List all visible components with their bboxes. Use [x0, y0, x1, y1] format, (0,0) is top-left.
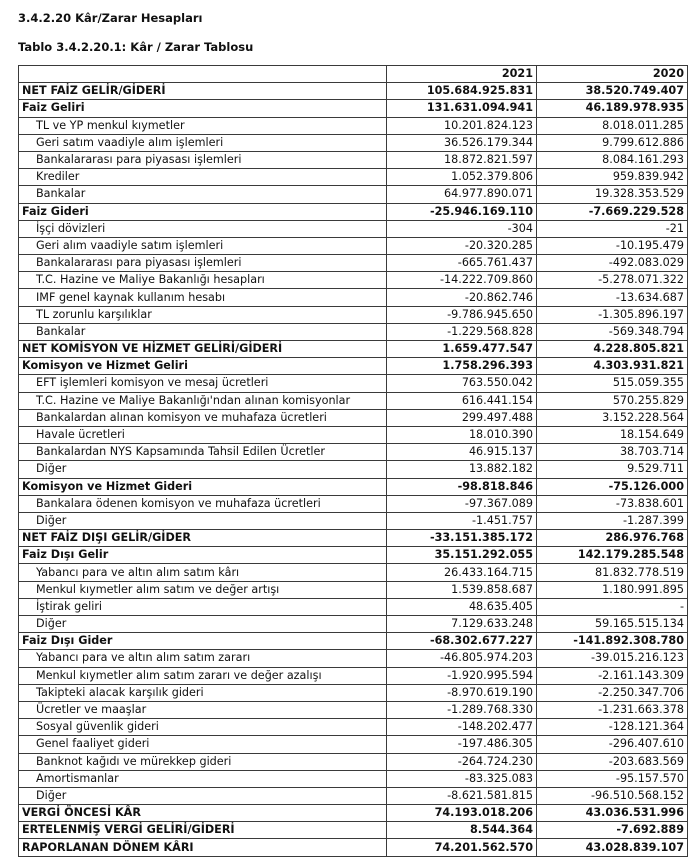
table-header-row: [19, 66, 688, 83]
value-2021: -304: [387, 220, 537, 237]
value-2020: 4.303.931.821: [537, 358, 688, 375]
value-2020: 19.328.353.529: [537, 186, 688, 203]
header-year-2021: 2021: [387, 66, 537, 83]
value-2020: 1.180.991.895: [537, 581, 688, 598]
value-2020: 515.059.355: [537, 375, 688, 392]
value-2020: -39.015.216.123: [537, 650, 688, 667]
value-2020: 142.179.285.548: [537, 547, 688, 564]
row-label: Bankalardan NYS Kapsamında Tahsil Edilen Ücretler: [19, 444, 387, 461]
row-label: Sosyal güvenlik gideri: [19, 719, 387, 736]
value-2020: 286.976.768: [537, 530, 688, 547]
value-2020: 3.152.228.564: [537, 409, 688, 426]
value-2020: -1.287.399: [537, 512, 688, 529]
table-row: [19, 255, 688, 272]
row-label: T.C. Hazine ve Maliye Bakanlığı'ndan alınan komisyonlar: [19, 392, 387, 409]
value-2021: -14.222.709.860: [387, 272, 537, 289]
table-row: [19, 753, 688, 770]
row-label: Bankalara ödenen komisyon ve muhafaza ücretleri: [19, 495, 387, 512]
value-2021: -148.202.477: [387, 719, 537, 736]
row-label: Menkul kıymetler alım satım zararı ve değer azalışı: [19, 667, 387, 684]
row-label: Geri alım vaadiyle satım işlemleri: [19, 237, 387, 254]
table-row: [19, 736, 688, 753]
value-2021: 26.433.164.715: [387, 564, 537, 581]
value-2020: 959.839.942: [537, 169, 688, 186]
value-2020: 9.799.612.886: [537, 134, 688, 151]
table-row: [19, 169, 688, 186]
value-2020: -75.126.000: [537, 478, 688, 495]
row-label: Diğer: [19, 512, 387, 529]
value-2020: -203.683.569: [537, 753, 688, 770]
table-row: [19, 581, 688, 598]
value-2021: 616.441.154: [387, 392, 537, 409]
table-row: [19, 426, 688, 443]
value-2021: 48.635.405: [387, 598, 537, 615]
table-row: [19, 650, 688, 667]
value-2021: -1.451.757: [387, 512, 537, 529]
value-2021: -97.367.089: [387, 495, 537, 512]
value-2021: -1.289.768.330: [387, 701, 537, 718]
section-heading: 3.4.2.20 Kâr/Zarar Hesapları: [18, 11, 203, 25]
table-row: [19, 323, 688, 340]
row-label: Diğer: [19, 616, 387, 633]
value-2020: 43.036.531.996: [537, 805, 688, 822]
table-row: [19, 186, 688, 203]
value-2021: 7.129.633.248: [387, 616, 537, 633]
row-label: RAPORLANAN DÖNEM KÂRI: [19, 839, 387, 856]
row-label: Faiz Geliri: [19, 100, 387, 117]
value-2021: -46.805.974.203: [387, 650, 537, 667]
table-row: [19, 719, 688, 736]
value-2020: 570.255.829: [537, 392, 688, 409]
row-label: Takipteki alacak karşılık gideri: [19, 684, 387, 701]
row-label: Bankalararası para piyasası işlemleri: [19, 151, 387, 168]
row-label: IMF genel kaynak kullanım hesabı: [19, 289, 387, 306]
row-label: Ücretler ve maaşlar: [19, 701, 387, 718]
value-2021: 35.151.292.055: [387, 547, 537, 564]
value-2020: 9.529.711: [537, 461, 688, 478]
value-2020: -569.348.794: [537, 323, 688, 340]
table-row: [19, 478, 688, 495]
value-2021: -20.862.746: [387, 289, 537, 306]
row-label: EFT işlemleri komisyon ve mesaj ücretleri: [19, 375, 387, 392]
table-row: [19, 409, 688, 426]
table-row: [19, 220, 688, 237]
table-row: [19, 822, 688, 839]
value-2021: 1.052.379.806: [387, 169, 537, 186]
value-2021: 1.539.858.687: [387, 581, 537, 598]
value-2020: 38.703.714: [537, 444, 688, 461]
table-row: [19, 598, 688, 615]
row-label: Genel faaliyet gideri: [19, 736, 387, 753]
value-2020: -2.250.347.706: [537, 684, 688, 701]
row-label: NET FAİZ GELİR/GİDERİ: [19, 83, 387, 100]
value-2020: 8.018.011.285: [537, 117, 688, 134]
table-row: [19, 770, 688, 787]
value-2021: -83.325.083: [387, 770, 537, 787]
row-label: NET FAİZ DIŞI GELİR/GİDER: [19, 530, 387, 547]
row-label: Faiz Gideri: [19, 203, 387, 220]
value-2020: -1.231.663.378: [537, 701, 688, 718]
value-2021: 299.497.488: [387, 409, 537, 426]
table-row: [19, 495, 688, 512]
table-row: [19, 117, 688, 134]
row-label: ERTELENMİŞ VERGİ GELİRİ/GİDERİ: [19, 822, 387, 839]
table-row: [19, 461, 688, 478]
table-row: [19, 444, 688, 461]
table-row: [19, 341, 688, 358]
value-2021: 74.201.562.570: [387, 839, 537, 856]
value-2021: -665.761.437: [387, 255, 537, 272]
row-label: Havale ücretleri: [19, 426, 387, 443]
table-row: [19, 358, 688, 375]
row-label: Komisyon ve Hizmet Gideri: [19, 478, 387, 495]
row-label: Bankalar: [19, 186, 387, 203]
row-label: VERGİ ÖNCESİ KÂR: [19, 805, 387, 822]
value-2021: -1.229.568.828: [387, 323, 537, 340]
value-2021: -98.818.846: [387, 478, 537, 495]
value-2020: -296.407.610: [537, 736, 688, 753]
value-2021: -1.920.995.594: [387, 667, 537, 684]
value-2020: 43.028.839.107: [537, 839, 688, 856]
row-label: Bankalardan alınan komisyon ve muhafaza ücretleri: [19, 409, 387, 426]
header-year-2020: 2020: [537, 66, 688, 83]
value-2020: -1.305.896.197: [537, 306, 688, 323]
row-label: NET KOMİSYON VE HİZMET GELİRİ/GİDERİ: [19, 341, 387, 358]
header-label-column: [19, 66, 387, 83]
value-2020: -5.278.071.322: [537, 272, 688, 289]
value-2020: -73.838.601: [537, 495, 688, 512]
table-row: [19, 512, 688, 529]
table-row: [19, 100, 688, 117]
row-label: Faiz Dışı Gelir: [19, 547, 387, 564]
value-2021: 36.526.179.344: [387, 134, 537, 151]
table-row: [19, 805, 688, 822]
value-2021: 64.977.890.071: [387, 186, 537, 203]
value-2021: 1.659.477.547: [387, 341, 537, 358]
value-2021: 10.201.824.123: [387, 117, 537, 134]
row-label: Yabancı para ve altın alım satım kârı: [19, 564, 387, 581]
value-2021: 13.882.182: [387, 461, 537, 478]
row-label: Menkul kıymetler alım satım ve değer artışı: [19, 581, 387, 598]
table-row: [19, 839, 688, 856]
value-2020: -96.510.568.152: [537, 787, 688, 804]
value-2021: -68.302.677.227: [387, 633, 537, 650]
table-row: [19, 616, 688, 633]
value-2020: -2.161.143.309: [537, 667, 688, 684]
value-2021: -264.724.230: [387, 753, 537, 770]
value-2021: 105.684.925.831: [387, 83, 537, 100]
row-label: Geri satım vaadiyle alım işlemleri: [19, 134, 387, 151]
value-2021: -8.970.619.190: [387, 684, 537, 701]
value-2021: 18.872.821.597: [387, 151, 537, 168]
row-label: Krediler: [19, 169, 387, 186]
row-label: Bankalararası para piyasası işlemleri: [19, 255, 387, 272]
value-2020: -13.634.687: [537, 289, 688, 306]
table-row: [19, 392, 688, 409]
value-2021: 8.544.364: [387, 822, 537, 839]
row-label: Amortismanlar: [19, 770, 387, 787]
value-2021: 18.010.390: [387, 426, 537, 443]
table-row: [19, 530, 688, 547]
row-label: Yabancı para ve altın alım satım zararı: [19, 650, 387, 667]
table-body: [19, 83, 688, 856]
value-2020: -128.121.364: [537, 719, 688, 736]
table-row: [19, 701, 688, 718]
table-row: [19, 684, 688, 701]
row-label: TL ve YP menkul kıymetler: [19, 117, 387, 134]
value-2021: 74.193.018.206: [387, 805, 537, 822]
value-2020: -: [537, 598, 688, 615]
value-2020: 59.165.515.134: [537, 616, 688, 633]
value-2020: 81.832.778.519: [537, 564, 688, 581]
table-caption: Tablo 3.4.2.20.1: Kâr / Zarar Tablosu: [18, 40, 254, 54]
table-row: [19, 375, 688, 392]
table-row: [19, 547, 688, 564]
table-row: [19, 151, 688, 168]
row-label: Diğer: [19, 461, 387, 478]
row-label: Diğer: [19, 787, 387, 804]
table-row: [19, 633, 688, 650]
row-label: İşçi dövizleri: [19, 220, 387, 237]
value-2020: -7.669.229.528: [537, 203, 688, 220]
value-2020: 4.228.805.821: [537, 341, 688, 358]
value-2020: 46.189.978.935: [537, 100, 688, 117]
value-2021: -9.786.945.650: [387, 306, 537, 323]
value-2021: 131.631.094.941: [387, 100, 537, 117]
value-2020: 8.084.161.293: [537, 151, 688, 168]
value-2020: -21: [537, 220, 688, 237]
value-2020: -141.892.308.780: [537, 633, 688, 650]
table-row: [19, 289, 688, 306]
table-row: [19, 667, 688, 684]
value-2021: -8.621.581.815: [387, 787, 537, 804]
row-label: TL zorunlu karşılıklar: [19, 306, 387, 323]
value-2021: 763.550.042: [387, 375, 537, 392]
value-2021: -197.486.305: [387, 736, 537, 753]
value-2020: 38.520.749.407: [537, 83, 688, 100]
table-row: [19, 564, 688, 581]
value-2021: 1.758.296.393: [387, 358, 537, 375]
row-label: Komisyon ve Hizmet Geliri: [19, 358, 387, 375]
row-label: İştirak geliri: [19, 598, 387, 615]
table-row: [19, 306, 688, 323]
value-2021: -25.946.169.110: [387, 203, 537, 220]
table-row: [19, 272, 688, 289]
table-row: [19, 237, 688, 254]
value-2020: 18.154.649: [537, 426, 688, 443]
row-label: Banknot kağıdı ve mürekkep gideri: [19, 753, 387, 770]
value-2020: -95.157.570: [537, 770, 688, 787]
value-2020: -10.195.479: [537, 237, 688, 254]
profit-loss-table: [18, 65, 688, 857]
table-row: [19, 134, 688, 151]
value-2020: -7.692.889: [537, 822, 688, 839]
table-row: [19, 203, 688, 220]
table-row: [19, 787, 688, 804]
value-2021: 46.915.137: [387, 444, 537, 461]
table-row: [19, 83, 688, 100]
value-2020: -492.083.029: [537, 255, 688, 272]
value-2021: -33.151.385.172: [387, 530, 537, 547]
row-label: Faiz Dışı Gider: [19, 633, 387, 650]
row-label: T.C. Hazine ve Maliye Bakanlığı hesapları: [19, 272, 387, 289]
value-2021: -20.320.285: [387, 237, 537, 254]
row-label: Bankalar: [19, 323, 387, 340]
